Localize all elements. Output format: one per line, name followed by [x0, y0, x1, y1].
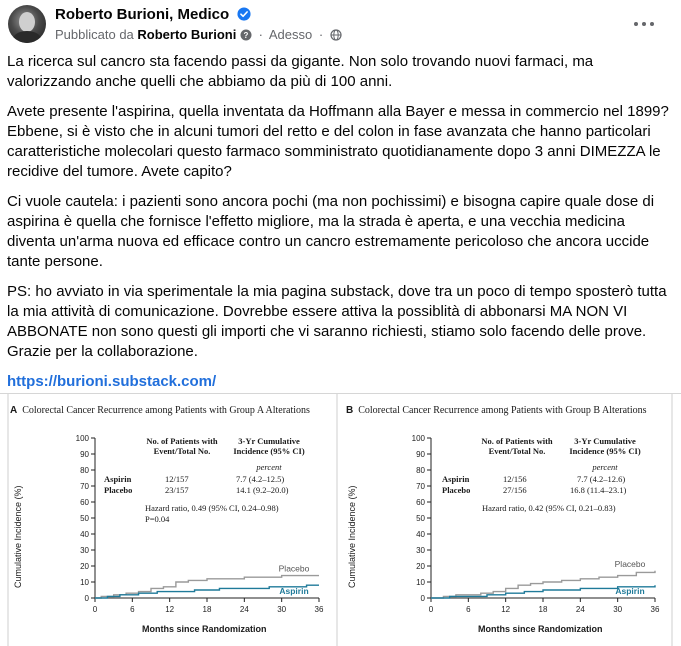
panel-a-hazard-ratio: Hazard ratio, 0.49 (95% CI, 0.24–0.98) — [145, 503, 279, 513]
panel-a-y-tick-label: 0 — [84, 594, 89, 603]
panel-b-row-aspirin-incidence: 7.7 (4.2–12.6) — [577, 474, 626, 484]
panel-b-series-label-aspirin: Aspirin — [615, 586, 645, 597]
panel-a-y-tick-label: 20 — [80, 562, 89, 571]
panel-b-row-aspirin-events: 12/156 — [503, 474, 527, 484]
svg-text:?: ? — [243, 31, 249, 40]
post-image[interactable] — [0, 393, 681, 646]
panel-a-unit: percent — [256, 462, 282, 472]
panel-b-y-tick-label: 80 — [416, 466, 425, 475]
post-header — [0, 0, 681, 56]
panel-a-y-tick-label: 100 — [75, 434, 89, 443]
panel-a-row-aspirin-events: 12/157 — [165, 474, 189, 484]
panel-b-title-text: Colorectal Cancer Recurrence among Patients with Group B Alterations — [358, 405, 647, 416]
panel-b-x-tick-label: 12 — [501, 605, 511, 614]
panel-a-x-tick-label: 6 — [130, 605, 135, 614]
panel-a-y-tick-label: 40 — [80, 530, 89, 539]
panel-a-p-value: P=0.04 — [145, 514, 170, 524]
panel-b-x-title: Months since Randomization — [478, 624, 603, 634]
panel-b-y-tick-label: 10 — [416, 578, 425, 587]
panel-a-col2-header: 3-Yr Cumulative Incidence (95% CI) — [233, 436, 305, 456]
panel-a-col1-header: No. of Patients with Event/Total No. — [146, 436, 218, 456]
panel-b-col1-header: No. of Patients with Event/Total No. — [481, 436, 553, 456]
panel-b-y-tick-label: 30 — [416, 546, 425, 555]
separator-dot: · — [318, 27, 324, 42]
post-paragraph-1: La ricerca sul cancro sta facendo passi da gigante. Non solo trovando nuovi farmaci, ma valorizzando anche quelli che abbiamo da più di 100 anni. — [7, 53, 594, 90]
post-paragraph-4: PS: ho avviato in via sperimentale la mia pagina substack, dove tra un poco di tempo sposterò tutta la mia attività di comunicazione. Dovrebbe essere attiva la possiblità di abbonarsi MA NON VI ABBONATE non sono questi gli importi che vi saranno richiesti, stiamo solo facendo delle prove. Grazie per la collaborazione. — [7, 283, 667, 360]
panel-b-x-tick-label: 36 — [650, 605, 660, 614]
panel-a-x-tick-label: 18 — [202, 605, 212, 614]
post-meta — [55, 27, 342, 42]
panel-b-y-tick-label: 20 — [416, 562, 425, 571]
panel-a-y-tick-label: 70 — [80, 482, 89, 491]
panel-a-title — [10, 405, 330, 417]
panel-b-row-placebo-incidence: 16.8 (11.4–23.1) — [570, 485, 627, 495]
panel-a-y-tick-label: 80 — [80, 466, 89, 475]
panel-b-row-placebo-events: 27/156 — [503, 485, 527, 495]
panel-b-x-tick-label: 18 — [538, 605, 548, 614]
panel-b-letter: B — [346, 405, 354, 416]
panel-a-letter: A — [10, 405, 18, 416]
panel-a-x-tick-label: 0 — [92, 605, 98, 614]
panel-a-x-title: Months since Randomization — [142, 624, 267, 634]
post-body — [7, 52, 675, 402]
panel-a-series-label-aspirin: Aspirin — [279, 586, 309, 597]
published-by-label: Pubblicato da — [55, 27, 134, 42]
more-options-icon[interactable] — [630, 14, 658, 34]
panel-a-x-tick-label: 30 — [277, 605, 287, 614]
panel-a-row-aspirin-incidence: 7.7 (4.2–12.5) — [236, 474, 285, 484]
panel-a-x-tick-label: 24 — [239, 605, 249, 614]
panel-a-row-aspirin-label: Aspirin — [104, 474, 132, 484]
panel-b-row-placebo-label: Placebo — [442, 485, 471, 495]
globe-icon — [330, 29, 342, 41]
author-name-container — [55, 6, 251, 23]
panel-a-x-tick-label: 12 — [165, 605, 175, 614]
post-time[interactable]: Adesso — [268, 27, 313, 42]
panel-a-title-text: Colorectal Cancer Recurrence among Patients with Group A Alterations — [22, 405, 310, 416]
panel-b-x-tick-label: 0 — [428, 605, 434, 614]
help-icon[interactable] — [240, 29, 252, 41]
panel-b-y-tick-label: 70 — [416, 482, 425, 491]
panel-b-y-tick-label: 90 — [416, 450, 425, 459]
panel-b-col2-header: 3-Yr Cumulative Incidence (95% CI) — [569, 436, 641, 456]
panel-b-y-tick-label: 100 — [411, 434, 425, 443]
panel-b-y-tick-label: 60 — [416, 498, 425, 507]
panel-b-y-tick-label: 0 — [420, 594, 425, 603]
panel-b-unit: percent — [592, 462, 618, 472]
panel-b-y-tick-label: 50 — [416, 514, 425, 523]
panel-a-y-tick-label: 50 — [80, 514, 89, 523]
panel-a-row-placebo-events: 23/157 — [165, 485, 189, 495]
panel-b-series-label-placebo: Placebo — [614, 558, 646, 569]
panel-b-title — [346, 405, 671, 417]
panel-a-y-title: Cumulative Incidence (%) — [13, 485, 23, 588]
published-by-name[interactable]: Roberto Burioni — [137, 27, 237, 42]
panel-a-row-placebo-incidence: 14.1 (9.2–20.0) — [236, 485, 289, 495]
panel-a-y-tick-label: 90 — [80, 450, 89, 459]
post-paragraph-2: Avete presente l'aspirina, quella inventata da Hoffmann alla Bayer e messa in commercio nel 1899? Ebbene, si è visto che in alcuni tumori del retto e del colon in fase avanzata che hanno particolari caratteristiche molecolari questo farmaco somministrato quotidianamente dopo 3 anni DIMEZZA le recidive del tumore. Avete capito? — [7, 103, 669, 180]
panel-a-y-tick-label: 10 — [80, 578, 89, 587]
panel-a-x-tick-label: 36 — [314, 605, 324, 614]
panel-b-x-tick-label: 6 — [466, 605, 471, 614]
figure-charts — [0, 394, 681, 646]
panel-a-series-label-placebo: Placebo — [278, 563, 310, 574]
panel-b-y-tick-label: 40 — [416, 530, 425, 539]
panel-b-row-aspirin-label: Aspirin — [442, 474, 470, 484]
panel-a-y-tick-label: 60 — [80, 498, 89, 507]
author-name[interactable]: Roberto Burioni, Medico — [55, 6, 230, 23]
panel-b-x-tick-label: 24 — [575, 605, 585, 614]
panel-b-y-title: Cumulative Incidence (%) — [347, 485, 357, 588]
panel-a-y-tick-label: 30 — [80, 546, 89, 555]
avatar[interactable] — [8, 5, 46, 43]
panel-b-hazard-ratio: Hazard ratio, 0.42 (95% CI, 0.21–0.83) — [482, 503, 616, 513]
panel-b-x-tick-label: 30 — [613, 605, 623, 614]
substack-link[interactable]: https://burioni.substack.com/ — [7, 373, 217, 390]
panel-a-row-placebo-label: Placebo — [104, 485, 133, 495]
separator-dot: · — [258, 27, 263, 42]
verified-badge-icon — [237, 7, 251, 21]
post-paragraph-3: Ci vuole cautela: i pazienti sono ancora pochi (ma non pochissimi) e bisogna capire quale dose di aspirina è quella che fornisce l'effetto migliore, ma la strada è aperta, e una vecchia medicina diventa un'arma nuova ed efficace contro un cancro estremamente pericoloso che ancora uccide tante persone. — [7, 193, 655, 270]
